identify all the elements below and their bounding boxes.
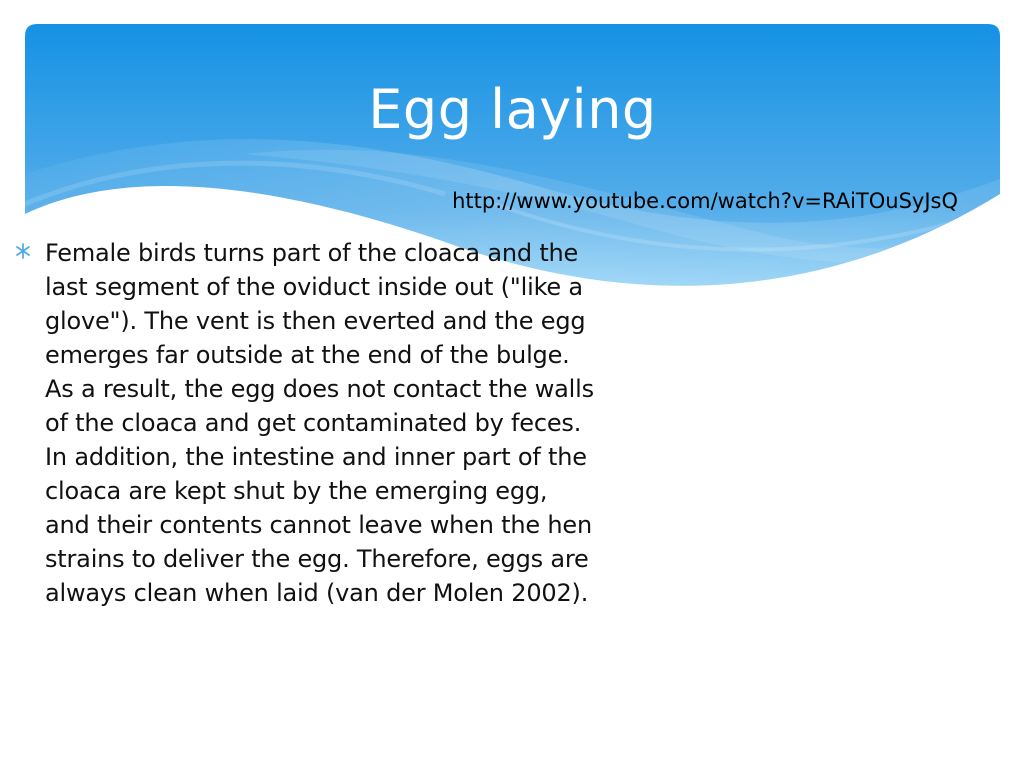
youtube-url-link[interactable]: http://www.youtube.com/watch?v=RAiTOuSyJsQ xyxy=(452,189,958,213)
slide-content xyxy=(14,236,594,610)
asterisk-bullet-icon xyxy=(14,242,32,260)
bullet-text: Female birds turns part of the cloaca and the last segment of the oviduct inside out ("like a glove"). The vent is then everted and the egg emerges far outside at the end of the bulge. As a result, the egg does not contact the walls of the cloaca and get contaminated by feces. In addition, the intestine and inner part of the cloaca are kept shut by the emerging egg, and their contents cannot leave when the hen strains to deliver the egg. Therefore, eggs are always clean when laid (van der Molen 2002). xyxy=(45,239,594,607)
bullet-item xyxy=(14,236,594,610)
slide-title: Egg laying xyxy=(368,78,657,141)
